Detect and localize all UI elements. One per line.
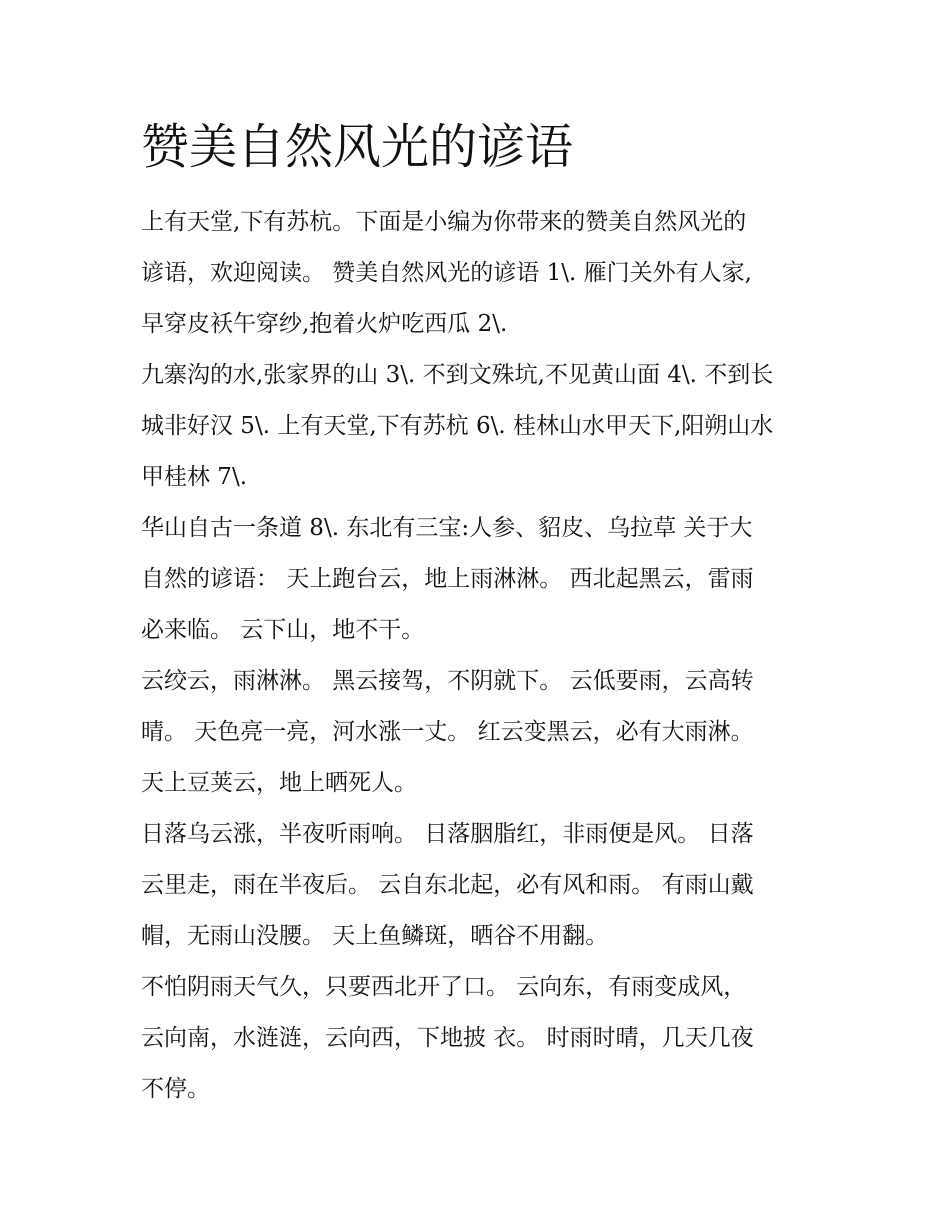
body-text-line: 帽，无雨山没腰。 天上鱼鳞斑，晒谷不用翻。	[141, 923, 609, 949]
body-text-line: 云绞云，雨淋淋。 黑云接驾，不阴就下。 云低要雨，云高转	[141, 668, 754, 694]
body-text-line: 城非好汉 5\. 上有天堂,下有苏杭 6\. 桂林山水甲天下,阳朔山水	[141, 413, 774, 439]
body-text-line: 云里走，雨在半夜后。 云自东北起，必有风和雨。 有雨山戴	[141, 872, 754, 898]
body-text-line: 上有天堂,下有苏杭。下面是小编为你带来的赞美自然风光的	[141, 209, 747, 235]
body-text-line: 谚语，欢迎阅读。 赞美自然风光的谚语 1\. 雁门关外有人家,	[141, 260, 752, 286]
body-text-line: 必来临。 云下山，地不干。	[141, 617, 425, 643]
body-text-line: 不怕阴雨天气久，只要西北开了口。 云向东，有雨变成风，	[141, 974, 747, 1000]
body-text-line: 云向南，水涟涟，云向西，下地披 衣。 时雨时晴，几天几夜	[141, 1025, 754, 1051]
body-text-line: 自然的谚语： 天上跑台云，地上雨淋淋。 西北起黑云，雷雨	[141, 566, 754, 592]
body-text-line: 甲桂林 7\.	[141, 464, 248, 490]
body-text-line: 晴。 天色亮一亮，河水涨一丈。 红云变黑云，必有大雨淋。	[141, 719, 754, 745]
body-text-line: 天上豆荚云，地上晒死人。	[141, 770, 417, 796]
body-text-line: 九寨沟的水,张家界的山 3\. 不到文殊坑,不见黄山面 4\. 不到长	[141, 362, 774, 388]
document-title: 赞美自然风光的谚语	[141, 119, 574, 175]
body-text-line: 不停。	[141, 1076, 210, 1102]
body-text-line: 日落乌云涨，半夜听雨响。 日落胭脂红，非雨便是风。 日落	[141, 821, 754, 847]
body-text-line: 华山自古一条道 8\. 东北有三宝:人参、貂皮、乌拉草 关于大	[141, 515, 753, 541]
body-text-line: 早穿皮袄午穿纱,抱着火炉吃西瓜 2\.	[141, 311, 508, 337]
